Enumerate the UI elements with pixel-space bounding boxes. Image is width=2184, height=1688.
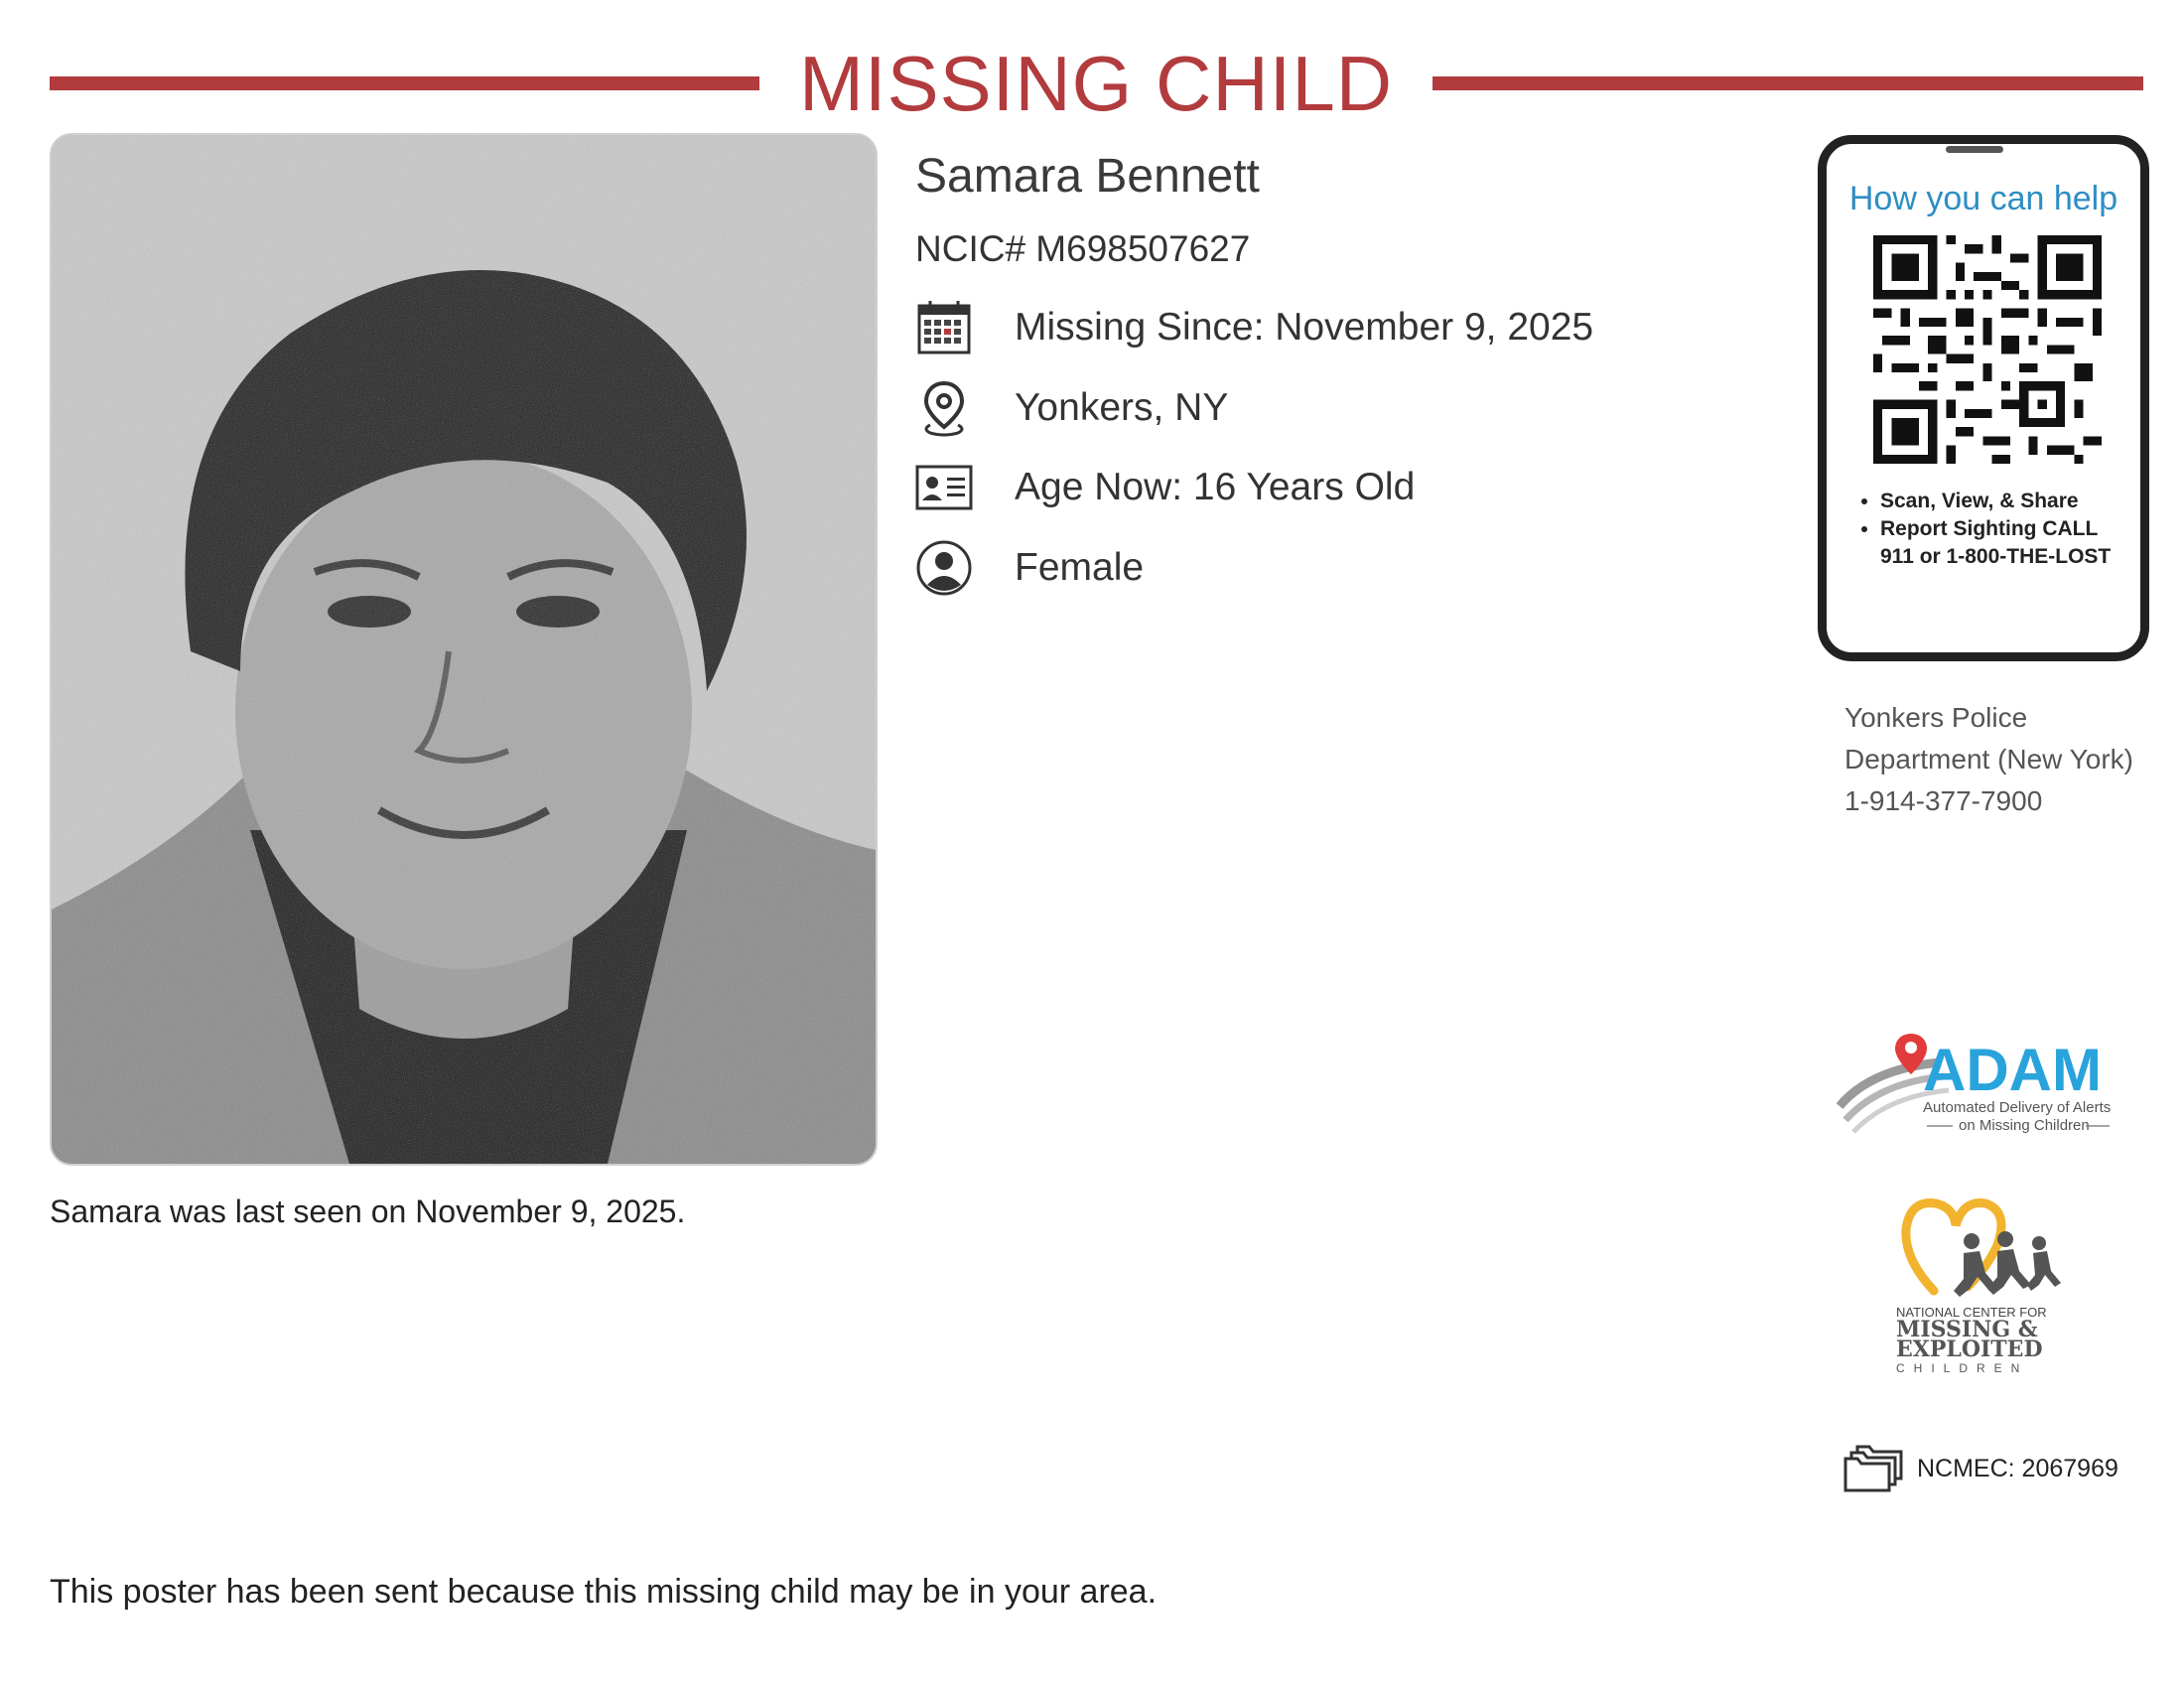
missing-since-text: Missing Since: November 9, 2025 [1015,306,1594,349]
age-row [915,458,1416,517]
id-card-icon [915,459,973,516]
adam-subtitle-2: on Missing Children [1959,1117,2090,1134]
location-row [915,378,1229,438]
help-phone-card [1818,135,2149,661]
qr-code[interactable] [1873,235,2102,464]
folders-icon [1843,1445,1903,1492]
help-bullet-report: • Report Sighting CALL 911 or 1-800-THE-LOST [1880,515,2128,571]
missing-since-row [915,298,1594,357]
sex-row [915,538,1145,598]
header-rule-left [50,76,759,90]
help-bullet-share: • Scan, View, & Share [1880,488,2128,515]
ncmec-case [1843,1445,2118,1492]
child-name: Samara Bennett [915,150,1260,203]
adam-logo [1832,1029,2129,1138]
phone-notch [1946,146,2003,153]
location-text: Yonkers, NY [1015,386,1229,429]
last-seen-text: Samara was last seen on November 9, 2025. [50,1194,686,1229]
help-title: How you can help [1848,180,2118,217]
sex-text: Female [1015,546,1145,589]
adam-title: ADAM [1923,1037,2102,1103]
age-text: Age Now: 16 Years Old [1015,466,1416,508]
ncmec-line1: NATIONAL CENTER FOR [1896,1305,2047,1320]
person-icon [915,539,973,597]
footer-note: This poster has been sent because this missing child may be in your area. [50,1573,1158,1611]
ncmec-line3: EXPLOITED [1896,1336,2043,1362]
ncmec-case-text: NCMEC: 2067969 [1917,1454,2118,1482]
ncmec-line2: MISSING & [1896,1317,2038,1342]
ncmec-logo [1894,1190,2068,1378]
help-bullets [1841,488,2128,571]
ncic-number: NCIC# M698507627 [915,228,1251,269]
ncmec-line4: CHILDREN [1896,1361,2029,1375]
adam-subtitle-1: Automated Delivery of Alerts [1923,1099,2112,1116]
header-rule-right [1433,76,2143,90]
police-contact: Yonkers Police Department (New York) 1-914-377-7900 [1844,702,2134,816]
calendar-icon [915,299,973,356]
page-title: MISSING CHILD [798,40,1394,127]
child-photo [50,133,878,1166]
location-pin-icon [915,379,973,437]
